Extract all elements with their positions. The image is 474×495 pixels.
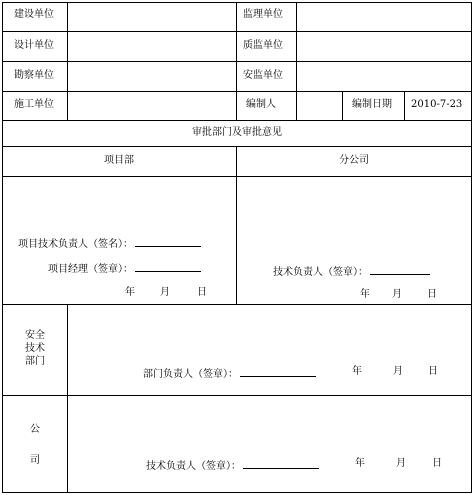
- label-contractor-unit: 施工单位: [14, 99, 54, 110]
- label-survey-unit: 勘察单位: [14, 70, 54, 81]
- safety-date-day: 日: [428, 366, 438, 377]
- rule: [2, 120, 472, 121]
- safety-date-month: 月: [393, 366, 403, 377]
- rule: [2, 395, 472, 396]
- branch-heading: 分公司: [339, 155, 369, 166]
- safety-dept-label-line: 技术: [25, 343, 45, 354]
- branch-date-day: 日: [427, 289, 437, 300]
- project-date-year: 年: [125, 287, 135, 298]
- safety-dept-label-line: 部门: [25, 356, 45, 367]
- rule: [2, 2, 3, 493]
- safety-dept-label: [20, 329, 50, 368]
- label-quality-unit: 质监单位: [243, 40, 283, 51]
- safety-date-year: 年: [352, 366, 362, 377]
- rule: [236, 2, 237, 121]
- rule: [236, 146, 237, 305]
- rule: [2, 176, 472, 177]
- rule: [2, 61, 472, 62]
- project-dept-heading: 项目部: [104, 155, 134, 166]
- signature-line: [370, 264, 430, 275]
- company-label-top: 公: [30, 424, 40, 435]
- project-date-month: 月: [160, 287, 170, 298]
- label-safety-unit: 安监单位: [243, 70, 283, 81]
- rule: [2, 146, 472, 147]
- label-supervision-unit: 监理单位: [243, 9, 283, 20]
- company-signer-signature: [146, 458, 319, 473]
- rule: [2, 492, 472, 493]
- safety-signer-label: 部门负责人（签章）：: [143, 369, 238, 380]
- company-date-day: 日: [432, 458, 442, 469]
- rule: [342, 91, 343, 121]
- project-tech-lead-signature: [18, 236, 201, 251]
- label-construction-unit: 建设单位: [14, 9, 54, 20]
- company-label-bottom: 司: [30, 455, 40, 466]
- rule: [2, 31, 472, 32]
- rule: [2, 91, 472, 92]
- rule: [2, 2, 472, 3]
- company-signer-label: 技术负责人（签章）：: [146, 461, 241, 472]
- branch-tech-lead-label: 技术负责人（签章）：: [273, 267, 368, 278]
- rule: [67, 2, 68, 121]
- rule: [67, 304, 68, 493]
- rule: [471, 2, 472, 493]
- label-compile-date: 编制日期: [352, 99, 392, 110]
- signature-line: [243, 458, 319, 469]
- signature-line: [135, 236, 201, 247]
- branch-date-month: 月: [392, 289, 402, 300]
- signature-line: [135, 261, 201, 272]
- label-compiler: 编制人: [246, 99, 276, 110]
- label-design-unit: 设计单位: [14, 40, 54, 51]
- signature-line: [240, 366, 316, 377]
- rule: [2, 304, 472, 305]
- company-date-year: 年: [355, 458, 365, 469]
- approval-title: 审批部门及审批意见: [192, 127, 282, 138]
- rule: [404, 91, 405, 121]
- safety-signer-signature: [143, 366, 316, 381]
- project-manager-label: 项目经理（签章）：: [48, 264, 133, 275]
- branch-date-year: 年: [360, 289, 370, 300]
- company-date-month: 月: [396, 458, 406, 469]
- branch-tech-lead-signature: [273, 264, 430, 279]
- compile-date-value: 2010-7-23: [411, 99, 463, 110]
- project-tech-lead-label: 项目技术负责人（签名）：: [18, 239, 133, 250]
- project-manager-signature: [48, 261, 201, 276]
- safety-dept-label-line: 安全: [25, 330, 45, 341]
- rule: [296, 2, 297, 121]
- project-date-day: 日: [197, 287, 207, 298]
